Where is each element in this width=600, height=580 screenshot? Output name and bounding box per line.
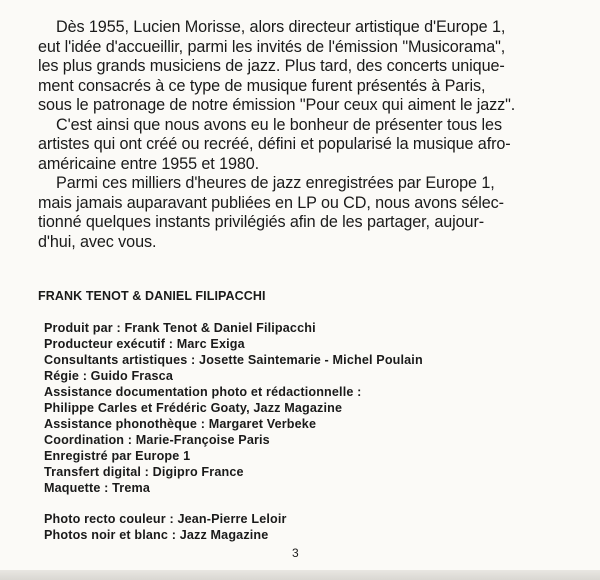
text-line: tionné quelques instants privilégiés afin de les partager, aujour- bbox=[38, 213, 485, 231]
text-line: d'hui, avec vous. bbox=[38, 233, 157, 251]
text-line: Parmi ces milliers d'heures de jazz enregistrées par Europe 1, bbox=[56, 174, 495, 192]
text-line: les plus grands musiciens de jazz. Plus tard, des concerts unique- bbox=[38, 57, 505, 75]
credit-line: Consultants artistiques : Josette Saintemarie - Michel Poulain bbox=[44, 353, 423, 367]
text-line: Dès 1955, Lucien Morisse, alors directeur artistique d'Europe 1, bbox=[56, 18, 506, 36]
text-line: sous le patronage de notre émission "Pour ceux qui aiment le jazz". bbox=[38, 96, 516, 114]
credit-line: Maquette : Trema bbox=[44, 481, 150, 495]
text-line: eut l'idée d'accueillir, parmi les invités de l'émission "Musicorama", bbox=[38, 38, 506, 56]
text-line: artistes qui ont créé ou recréé, défini et popularisé la musique afro- bbox=[38, 135, 511, 153]
credit-line: Producteur exécutif : Marc Exiga bbox=[44, 337, 245, 351]
credit-line: Transfert digital : Digipro France bbox=[44, 465, 244, 479]
page-edge bbox=[0, 570, 600, 580]
text-line: mais jamais auparavant publiées en LP ou CD, nous avons sélec- bbox=[38, 194, 504, 212]
page-number: 3 bbox=[292, 546, 299, 560]
text-line: américaine entre 1955 et 1980. bbox=[38, 155, 260, 173]
credit-line: Photo recto couleur : Jean-Pierre Leloir bbox=[44, 512, 287, 526]
credit-line: Assistance documentation photo et rédactionnelle : bbox=[44, 385, 362, 399]
signature: FRANK TENOT & DANIEL FILIPACCHI bbox=[38, 289, 266, 303]
text-line: ment consacrés à ce type de musique furent présentés à Paris, bbox=[38, 77, 486, 95]
credit-line: Philippe Carles et Frédéric Goaty, Jazz Magazine bbox=[44, 401, 343, 415]
credit-line: Régie : Guido Frasca bbox=[44, 369, 173, 383]
credit-line: Enregistré par Europe 1 bbox=[44, 449, 191, 463]
credit-line: Assistance phonothèque : Margaret Verbeke bbox=[44, 417, 317, 431]
credit-line: Coordination : Marie-Françoise Paris bbox=[44, 433, 270, 447]
credit-line: Produit par : Frank Tenot & Daniel Filipacchi bbox=[44, 321, 316, 335]
text-line: C'est ainsi que nous avons eu le bonheur de présenter tous les bbox=[56, 116, 502, 134]
credit-line: Photos noir et blanc : Jazz Magazine bbox=[44, 528, 269, 542]
